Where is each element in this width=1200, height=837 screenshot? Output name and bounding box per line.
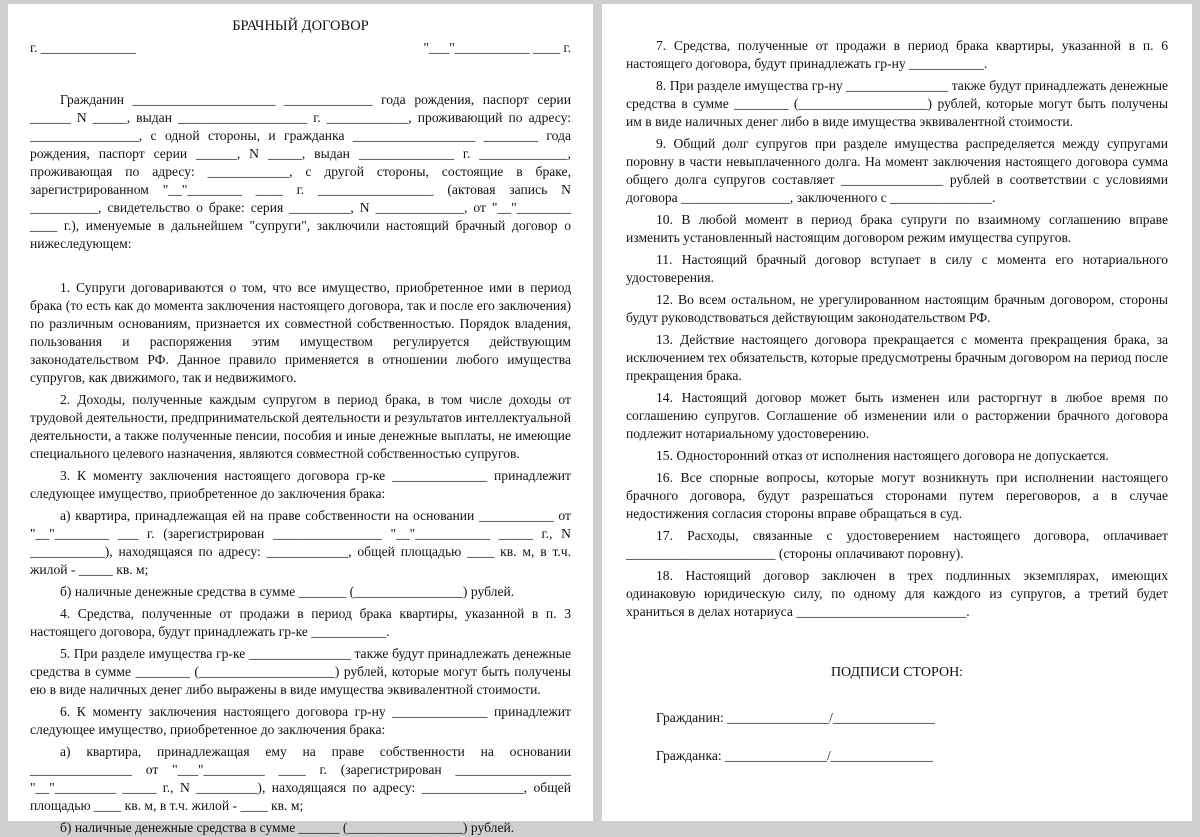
clause-11: 11. Настоящий брачный договор вступает в силу с момента его нотариального удостоверения. [626,252,1168,285]
clause-5: 5. При разделе имущества гр-ке _______________ также будут принадлежать денежные средства в сумме ________ (____________________) рублей, которые могут быть получены ею в виде наличных денег либо выражены в виде имущества эквивалентной стоимости. [30,646,571,697]
clause-1: 1. Супруги договариваются о том, что все имущество, приобретенное ими в период брака (то есть как до момента заключения настоящего договора, так и после его заключения) по различным основаниям, признается их совместной собственностью. Порядок владения, пользования и распоряжения этим имуществом регулируется действующим законодательством РФ. Данное правило применяется в отношении любого имущества супругов, как движимого, так и недвижимого. [30,280,571,385]
clause-16: 16. Все спорные вопросы, которые могут возникнуть при исполнении настоящего брачного договора, будут разрешаться сторонами путем переговоров, а в случае недостижения согласия стороны вправе обращаться в суд. [626,470,1168,521]
clause-7: 7. Средства, полученные от продажи в период брака квартиры, указанной в п. 6 настоящего договора, будут принадлежать гр-ну ___________. [626,38,1168,71]
clause-15: 15. Односторонний отказ от исполнения настоящего договора не допускается. [656,448,1109,463]
clause-6: 6. К моменту заключения настоящего договора гр-ну ______________ принадлежит следующее имущество, приобретенное до заключения брака: [30,704,571,737]
document-title: БРАЧНЫЙ ДОГОВОР [232,18,369,34]
clause-3: 3. К моменту заключения настоящего договора гр-ке ______________ принадлежит следующее имущество, приобретенное до заключения брака: [30,468,571,501]
signature-husband: Гражданин: _______________/_______________ [656,710,935,725]
clause-8: 8. При разделе имущества гр-ну _______________ также будут принадлежать денежные средства в сумме ________ (___________________) рублей, которые могут быть получены им в виде наличных денег либо в виде имущества эквивалентной стоимости. [626,78,1168,129]
page-left [8,4,593,835]
date-field: "___"___________ ____ г. [423,40,571,55]
signature-wife: Гражданка: _______________/_______________ [656,748,933,763]
clause-10: 10. В любой момент в период брака супруги по взаимному соглашению вправе изменить установленный настоящим договором режим имущества супругов. [626,212,1168,245]
clause-13: 13. Действие настоящего договора прекращается с момента прекращения брака, за исключением тех обязательств, которые предусмотрены брачным договором на период после прекращения брака. [626,332,1168,383]
signatures-title: ПОДПИСИ СТОРОН: [830,665,964,680]
clause-6b: б) наличные денежные средства в сумме ______ (_________________) рублей. [60,820,515,835]
clause-17: 17. Расходы, связанные с удостоверением настоящего договора, оплачивает ______________________ (стороны оплачивают поровну). [626,528,1168,561]
preamble: Гражданин _____________________ _____________ года рождения, паспорт серии ______ N _____, выдан ___________________ г. ____________, проживающий по адресу: ________________, с одной стороны, и гражданка __________________ ________ года рождения, паспорт серии ______, N _____, выдан ______________ г. _____________, проживающая по адресу: ____________, с другой стороны, состоящие в браке, зарегистрированном "__"________ ____ г. _________________ (актовая запись N __________, свидетельство о браке: серия _________, N _____________, от "__"________ ____ г.), именуемые в дальнейшем "супруги", заключили настоящий брачный договор о нижеследующем: [30,92,571,251]
clause-18: 18. Настоящий договор заключен в трех подлинных экземплярах, имеющих одинаковую юридическую силу, по одному для каждого из супругов, а третий будет храниться в делах нотариуса _________________________. [626,568,1168,619]
clause-9: 9. Общий долг супругов при разделе имущества распределяется между супругами поровну в части невыплаченного долга. На момент заключения настоящего договора сумма общего долга супругов составляет _______________ рублей в соответствии с условиями договора ________________, заключенного с _______________. [626,136,1168,205]
city-field: г. ______________ [30,40,136,55]
clause-3b: б) наличные денежные средства в сумме _______ (________________) рублей. [60,584,515,599]
clause-14: 14. Настоящий договор может быть изменен или расторгнут в любое время по соглашению супругов. Соглашение об изменении или о расторжении брачного договора подлежит нотариальному удостоверению. [626,390,1168,441]
clause-2: 2. Доходы, полученные каждым супругом в период брака, в том числе доходы от трудовой деятельности, предпринимательской деятельности и результатов интеллектуальной деятельности, а также полученные пенсии, пособия и иные денежные выплаты, не имеющие специального целевого назначения, являются совместной собственностью супругов. [30,392,571,461]
page-right [602,4,1192,821]
clause-3a: а) квартира, принадлежащая ей на праве собственности на основании ___________ от "__"________ ___ г. (зарегистрирован ________________ "__"___________ _____ г., N ___________), находящаяся по адресу: ____________, общей площадью ____ кв. м, в т.ч. жилой - _____ кв. м; [30,508,571,577]
place-date-line [30,39,571,57]
clause-12: 12. Во всем остальном, не урегулированном настоящим брачным договором, стороны будут руководствоваться действующим законодательством РФ. [626,292,1168,325]
clause-4: 4. Средства, полученные от продажи в период брака квартиры, указанной в п. 3 настоящего договора, будут принадлежать гр-ке ___________. [30,606,571,639]
clause-6a: а) квартира, принадлежащая ему на праве собственности на основании _______________ от "___"_________ ____ г. (зарегистрирован _________________ "__"_________ _____ г., N _________), находящаяся по адресу: _______________, общей площадью ____ кв. м, в т.ч. жилой - ____ кв. м; [30,744,571,813]
